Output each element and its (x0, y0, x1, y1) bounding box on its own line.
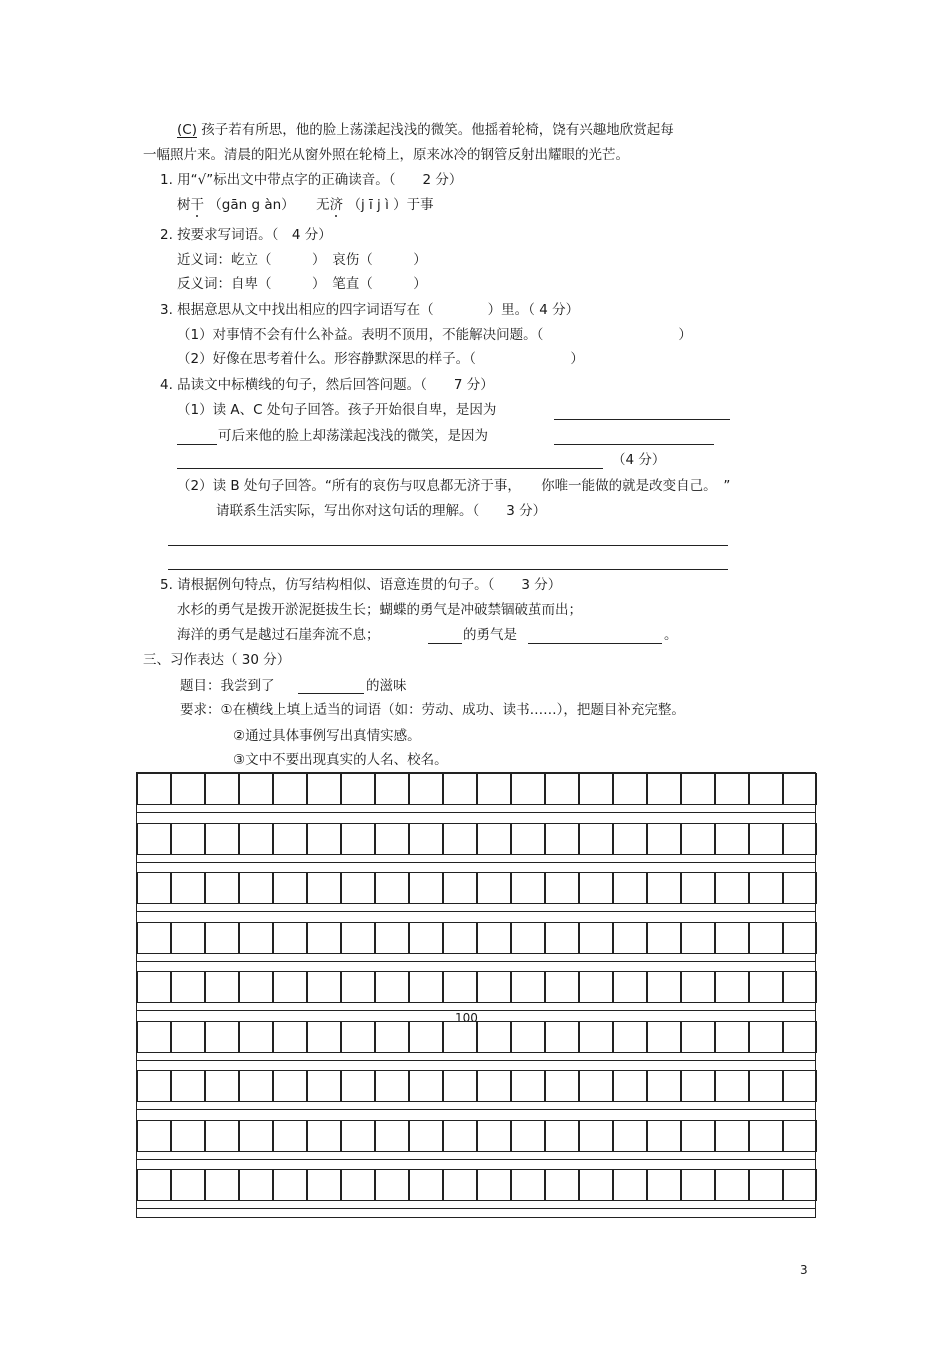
grid-cell[interactable] (273, 823, 307, 855)
grid-cell[interactable] (375, 773, 409, 805)
q5-prompt-a: 海洋的勇气是越过石崖奔流不息； (177, 627, 380, 643)
grid-cell[interactable] (239, 1169, 273, 1201)
grid-cell[interactable] (307, 823, 341, 855)
grid-cell[interactable] (477, 823, 511, 855)
section3-requirement3: ③文中不要出现真实的人名、校名。 (233, 752, 448, 768)
grid-cell[interactable] (375, 1120, 409, 1152)
grid-cell[interactable] (681, 823, 715, 855)
grid-cell[interactable] (273, 1120, 307, 1152)
q4-p2-answer-line1[interactable] (168, 545, 728, 546)
grid-cell[interactable] (545, 971, 579, 1003)
grid-cell[interactable] (273, 922, 307, 954)
grid-cell[interactable] (205, 1021, 239, 1053)
grid-cell[interactable] (579, 773, 613, 805)
grid-row (137, 1169, 817, 1201)
grid-cell[interactable] (477, 773, 511, 805)
q4-p1-answer-blank2b[interactable] (554, 444, 714, 445)
q5-blank1[interactable] (428, 643, 462, 644)
grid-row-gap-line (137, 961, 815, 962)
grid-cell[interactable] (511, 1120, 545, 1152)
grid-cell[interactable] (205, 872, 239, 904)
grid-cell[interactable] (341, 773, 375, 805)
grid-cell[interactable] (307, 773, 341, 805)
grid-cell[interactable] (239, 773, 273, 805)
grid-cell[interactable] (783, 773, 817, 805)
grid-row-gap-line (137, 1010, 815, 1011)
q1-word1-prefix: 树 (177, 197, 191, 213)
grid-cell[interactable] (511, 872, 545, 904)
grid-cell[interactable] (783, 872, 817, 904)
q5-prompt-b: 的勇气是 (463, 627, 517, 643)
grid-row (137, 971, 817, 1003)
grid-cell[interactable] (239, 1120, 273, 1152)
grid-cell[interactable] (443, 1169, 477, 1201)
q4-p2-line2: 请联系生活实际，写出你对这句话的理解。（ 3 分） (216, 503, 547, 519)
q2-antonyms: 反义词：自卑（ ） 笔直（ ） (177, 276, 427, 292)
q3-item2: （2）好像在思考着什么。形容静默深思的样子。（ ） (177, 351, 584, 367)
q4-p1-line2: 可后来他的脸上却荡漾起浅浅的微笑，是因为 (218, 428, 488, 444)
grid-cell[interactable] (749, 872, 783, 904)
grid-cell[interactable] (341, 823, 375, 855)
grid-cell[interactable] (511, 922, 545, 954)
grid-cell[interactable] (749, 823, 783, 855)
page-number: 3 (800, 1263, 808, 1277)
section3-requirement1: 要求：①在横线上填上适当的词语（如：劳动、成功、读书……），把题目补充完整。 (180, 702, 685, 718)
section3-topic-suffix: 的滋味 (366, 678, 407, 694)
grid-cell[interactable] (715, 823, 749, 855)
grid-cell[interactable] (375, 971, 409, 1003)
grid-cell[interactable] (171, 1120, 205, 1152)
grid-cell[interactable] (681, 1021, 715, 1053)
grid-cell[interactable] (171, 971, 205, 1003)
grid-cell[interactable] (511, 1021, 545, 1053)
grid-cell[interactable] (477, 872, 511, 904)
grid-cell[interactable] (375, 1021, 409, 1053)
grid-cell[interactable] (613, 1120, 647, 1152)
grid-cell[interactable] (273, 971, 307, 1003)
grid-cell[interactable] (545, 823, 579, 855)
grid-cell[interactable] (375, 1169, 409, 1201)
grid-cell[interactable] (511, 1169, 545, 1201)
grid-cell[interactable] (409, 971, 443, 1003)
grid-cell[interactable] (409, 872, 443, 904)
section3-topic-blank[interactable] (298, 693, 364, 694)
grid-cell[interactable] (715, 1169, 749, 1201)
grid-cell[interactable] (647, 1070, 681, 1102)
grid-cell[interactable] (307, 922, 341, 954)
grid-cell[interactable] (443, 872, 477, 904)
grid-cell[interactable] (273, 1070, 307, 1102)
grid-row (137, 1070, 817, 1102)
grid-cell[interactable] (137, 1021, 171, 1053)
grid-cell[interactable] (409, 1120, 443, 1152)
grid-cell[interactable] (715, 773, 749, 805)
grid-cell[interactable] (443, 823, 477, 855)
q5-title: 5. 请根据例句特点，仿写结构相似、语意连贯的句子。（ 3 分） (160, 577, 562, 593)
q4-p1-answer-blank3[interactable] (177, 468, 603, 469)
grid-cell[interactable] (647, 872, 681, 904)
grid-cell[interactable] (171, 823, 205, 855)
grid-cell[interactable] (171, 872, 205, 904)
grid-cell[interactable] (749, 1021, 783, 1053)
grid-cell[interactable] (715, 1120, 749, 1152)
grid-cell[interactable] (749, 773, 783, 805)
grid-cell[interactable] (783, 971, 817, 1003)
q1-title: 1. 用“√”标出文中带点字的正确读音。（ 2 分） (160, 172, 463, 188)
q1-word1-dotted-char: 干 (190, 197, 204, 213)
grid-cell[interactable] (273, 872, 307, 904)
grid-cell[interactable] (205, 1070, 239, 1102)
grid-cell[interactable] (579, 1169, 613, 1201)
grid-row-gap-line (137, 911, 815, 912)
grid-cell[interactable] (647, 773, 681, 805)
grid-cell[interactable] (205, 1169, 239, 1201)
q4-p2-answer-line2[interactable] (168, 569, 728, 570)
q5-example: 水杉的勇气是拨开淤泥挺拔生长；蝴蝶的勇气是冲破禁锢破茧而出； (177, 602, 582, 618)
q1-words (177, 196, 434, 214)
grid-cell[interactable] (443, 1021, 477, 1053)
grid-cell[interactable] (613, 872, 647, 904)
grid-row-gap-line (137, 1060, 815, 1061)
grid-row (137, 773, 817, 805)
grid-cell[interactable] (749, 1120, 783, 1152)
grid-cell[interactable] (205, 922, 239, 954)
grid-row-gap-line (137, 862, 815, 863)
grid-row (137, 1120, 817, 1152)
grid-cell[interactable] (749, 922, 783, 954)
grid-cell[interactable] (715, 872, 749, 904)
grid-cell[interactable] (783, 1021, 817, 1053)
grid-cell[interactable] (375, 872, 409, 904)
grid-cell[interactable] (783, 823, 817, 855)
grid-cell[interactable] (409, 823, 443, 855)
q3-item1: （1）对事情不会有什么补益。表明不顶用，不能解决问题。（ ） (177, 327, 692, 343)
q4-p1-score: （4 分） (612, 452, 666, 468)
grid-cell[interactable] (307, 971, 341, 1003)
grid-cell[interactable] (137, 872, 171, 904)
grid-cell[interactable] (307, 1021, 341, 1053)
grid-cell[interactable] (341, 1169, 375, 1201)
grid-cell[interactable] (137, 773, 171, 805)
grid-cell[interactable] (137, 1169, 171, 1201)
grid-cell[interactable] (171, 922, 205, 954)
grid-cell[interactable] (205, 971, 239, 1003)
grid-cell[interactable] (443, 773, 477, 805)
grid-cell[interactable] (307, 1120, 341, 1152)
q1-word2-options: （j ī j ì ）于事 (347, 197, 434, 213)
grid-cell[interactable] (511, 971, 545, 1003)
grid-cell[interactable] (443, 971, 477, 1003)
q4-p1-answer-blank1[interactable] (554, 419, 730, 420)
grid-cell[interactable] (579, 1021, 613, 1053)
grid-cell[interactable] (205, 1120, 239, 1152)
grid-cell[interactable] (579, 823, 613, 855)
grid-cell[interactable] (545, 773, 579, 805)
grid-cell[interactable] (409, 1169, 443, 1201)
composition-grid[interactable] (136, 772, 816, 1218)
grid-cell[interactable] (171, 1070, 205, 1102)
passage-c-line1 (177, 121, 674, 139)
section3-heading: 三、习作表达（ 30 分） (143, 652, 291, 668)
grid-cell[interactable] (783, 1070, 817, 1102)
grid-cell[interactable] (647, 1120, 681, 1152)
grid-cell[interactable] (171, 1169, 205, 1201)
grid-cell[interactable] (681, 922, 715, 954)
grid-cell[interactable] (647, 1021, 681, 1053)
grid-cell[interactable] (137, 1120, 171, 1152)
grid-row (137, 922, 817, 954)
grid-cell[interactable] (239, 823, 273, 855)
q1-word1-options: （gān g àn） (208, 197, 295, 213)
grid-cell[interactable] (749, 1169, 783, 1201)
section3-requirement2: ②通过具体事例写出真情实感。 (233, 728, 421, 744)
grid-cell[interactable] (545, 1070, 579, 1102)
grid-cell[interactable] (137, 971, 171, 1003)
grid-cell[interactable] (613, 823, 647, 855)
grid-cell[interactable] (307, 872, 341, 904)
grid-cell[interactable] (647, 922, 681, 954)
section3-topic-prefix: 题目：我尝到了 (180, 678, 275, 694)
grid-cell[interactable] (511, 1070, 545, 1102)
grid-cell[interactable] (715, 922, 749, 954)
passage-c-marker: (C) (177, 122, 197, 138)
grid-row (137, 872, 817, 904)
q2-synonyms: 近义词：屹立（ ） 哀伤（ ） (177, 252, 427, 268)
grid-cell[interactable] (545, 1169, 579, 1201)
passage-c-text: 孩子若有所思，他的脸上荡漾起浅浅的微笑。他摇着轮椅，饶有兴趣地欣赏起每 (201, 122, 674, 138)
passage-c-line2: 一幅照片来。清晨的阳光从窗外照在轮椅上，原来冰冷的钢管反射出耀眼的光芒。 (143, 147, 629, 163)
grid-cell[interactable] (613, 922, 647, 954)
grid-cell[interactable] (783, 1169, 817, 1201)
grid-cell[interactable] (273, 1169, 307, 1201)
grid-cell[interactable] (545, 1120, 579, 1152)
q1-word2-dotted-char: 济 (329, 197, 344, 213)
grid-cell[interactable] (613, 1070, 647, 1102)
q5-prompt-c: 。 (664, 627, 678, 643)
grid-cell[interactable] (341, 1070, 375, 1102)
q4-p1-line1: （1）读 A、C 处句子回答。孩子开始很自卑，是因为 (177, 402, 497, 418)
grid-cell[interactable] (749, 1070, 783, 1102)
grid-cell[interactable] (681, 773, 715, 805)
grid-cell[interactable] (273, 773, 307, 805)
grid-cell[interactable] (715, 971, 749, 1003)
grid-cell[interactable] (341, 1021, 375, 1053)
grid-cell[interactable] (715, 1021, 749, 1053)
q4-p2-line1: （2）读 B 处句子回答。“所有的哀伤与叹息都无济于事， 你唯一能做的就是改变自己。 ” (177, 478, 731, 494)
grid-cell[interactable] (409, 1021, 443, 1053)
grid-cell[interactable] (681, 1070, 715, 1102)
grid-cell[interactable] (341, 971, 375, 1003)
grid-cell[interactable] (613, 1021, 647, 1053)
grid-cell[interactable] (239, 971, 273, 1003)
grid-cell[interactable] (205, 773, 239, 805)
grid-cell[interactable] (579, 872, 613, 904)
grid-cell[interactable] (613, 773, 647, 805)
grid-row-gap-line (137, 1159, 815, 1160)
grid-cell[interactable] (443, 922, 477, 954)
grid-count-marker: 100 (455, 1011, 478, 1025)
grid-cell[interactable] (681, 971, 715, 1003)
grid-cell[interactable] (579, 922, 613, 954)
grid-cell[interactable] (307, 1169, 341, 1201)
q4-title: 4. 品读文中标横线的句子，然后回答问题。（ 7 分） (160, 377, 494, 393)
q3-title: 3. 根据意思从文中找出相应的四字词语写在（ ）里。（ 4 分） (160, 302, 580, 318)
grid-cell[interactable] (783, 922, 817, 954)
grid-cell[interactable] (749, 971, 783, 1003)
grid-cell[interactable] (239, 922, 273, 954)
grid-cell[interactable] (647, 971, 681, 1003)
grid-cell[interactable] (307, 1070, 341, 1102)
grid-cell[interactable] (341, 922, 375, 954)
grid-cell[interactable] (375, 922, 409, 954)
grid-cell[interactable] (171, 773, 205, 805)
q5-blank2[interactable] (528, 643, 662, 644)
grid-row (137, 823, 817, 855)
grid-cell[interactable] (443, 1070, 477, 1102)
grid-cell[interactable] (477, 1070, 511, 1102)
grid-cell[interactable] (579, 971, 613, 1003)
grid-cell[interactable] (477, 1021, 511, 1053)
grid-cell[interactable] (647, 823, 681, 855)
grid-cell[interactable] (409, 922, 443, 954)
grid-cell[interactable] (545, 1021, 579, 1053)
grid-cell[interactable] (579, 1120, 613, 1152)
grid-cell[interactable] (477, 1169, 511, 1201)
grid-cell[interactable] (443, 1120, 477, 1152)
grid-cell[interactable] (239, 1070, 273, 1102)
grid-cell[interactable] (137, 1070, 171, 1102)
grid-cell[interactable] (239, 872, 273, 904)
grid-row-gap-line (137, 1208, 815, 1209)
grid-cell[interactable] (477, 922, 511, 954)
grid-row (137, 1021, 817, 1053)
grid-cell[interactable] (171, 1021, 205, 1053)
grid-cell[interactable] (681, 1120, 715, 1152)
grid-cell[interactable] (545, 922, 579, 954)
grid-cell[interactable] (783, 1120, 817, 1152)
grid-cell[interactable] (545, 872, 579, 904)
grid-cell[interactable] (647, 1169, 681, 1201)
grid-cell[interactable] (205, 823, 239, 855)
grid-cell[interactable] (341, 1120, 375, 1152)
grid-cell[interactable] (239, 1021, 273, 1053)
grid-cell[interactable] (681, 872, 715, 904)
grid-cell[interactable] (613, 1169, 647, 1201)
grid-row-gap-line (137, 1109, 815, 1110)
grid-cell[interactable] (715, 1070, 749, 1102)
grid-cell[interactable] (409, 773, 443, 805)
grid-row-gap-line (137, 812, 815, 813)
grid-cell[interactable] (137, 823, 171, 855)
grid-cell[interactable] (409, 1070, 443, 1102)
grid-cell[interactable] (511, 773, 545, 805)
grid-cell[interactable] (137, 922, 171, 954)
grid-cell[interactable] (579, 1070, 613, 1102)
grid-cell[interactable] (477, 1120, 511, 1152)
grid-cell[interactable] (273, 1021, 307, 1053)
grid-cell[interactable] (341, 872, 375, 904)
q4-p1-answer-blank2a[interactable] (177, 444, 217, 445)
grid-cell[interactable] (477, 971, 511, 1003)
grid-cell[interactable] (613, 971, 647, 1003)
grid-cell[interactable] (375, 823, 409, 855)
grid-cell[interactable] (681, 1169, 715, 1201)
q2-title: 2. 按要求写词语。（ 4 分） (160, 227, 332, 243)
grid-cell[interactable] (375, 1070, 409, 1102)
q1-word2-prefix: 无 (316, 197, 330, 213)
grid-cell[interactable] (511, 823, 545, 855)
